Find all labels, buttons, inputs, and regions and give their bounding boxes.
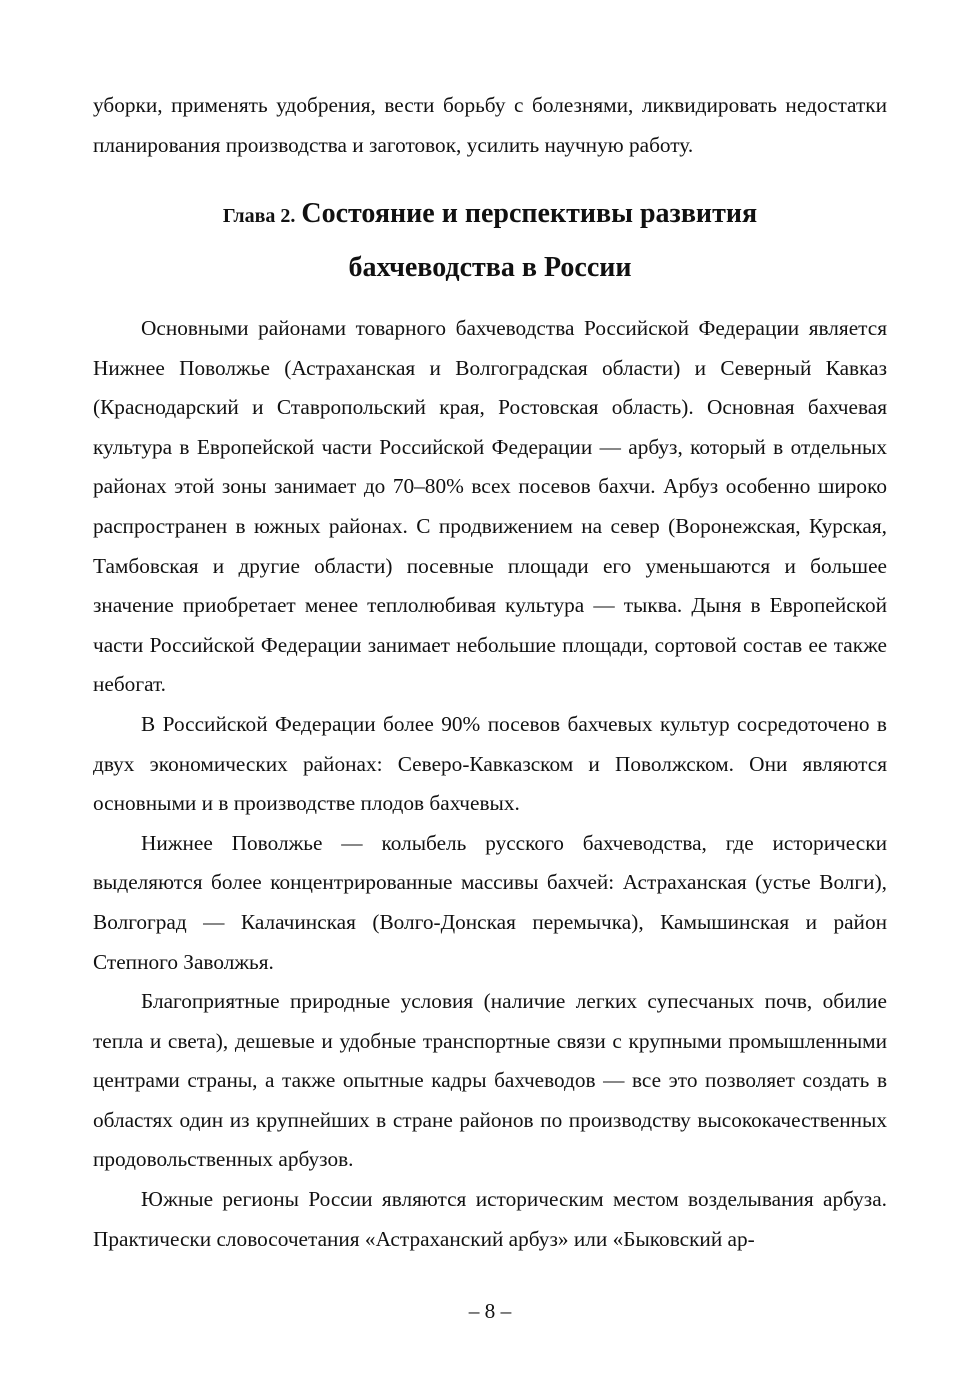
chapter-title-line-2: бахчеводства в России (348, 252, 632, 283)
continuation-paragraph: уборки, применять удобрения, вести борьбу с болезнями, ликвидировать недостатки планирования производства и заготовок, усилить научную работу. (93, 93, 887, 157)
chapter-title-line-1: Состояние и перспективы развития (301, 198, 758, 229)
chapter-body (93, 309, 887, 1259)
chapter-prefix: Глава 2. (222, 205, 296, 227)
paragraph: Благоприятные природные условия (наличие легких супесчаных почв, обилие тепла и света), дешевые и удобные транспортные связи с крупными промышленными центрами страны, а также опытные кадры бахчеводов — все это позволяет создать в областях один из крупнейших в стране районов по производству высококачественных продовольственных арбузов. (93, 989, 887, 1172)
page-number: – 8 – (468, 1299, 512, 1323)
paragraph: Нижнее Поволжье — колыбель русского бахчеводства, где исторически выделяются более концентрированные массивы бахчей: Астраханская (устье Волги), Волгоград — Калачинская (Волго-Донская перемычка), Камышинская и район Степного Заволжья. (93, 830, 887, 974)
paragraph: Основными районами товарного бахчеводства Российской Федерации является Нижнее Поволжье (Астраханская и Волгоградская области) и Северный Кавказ (Краснодарский и Ставропольский края, Ростовская область). Основная бахчевая культура в Европейской части Российской Федерации — арбуз, который в отдельных районах этой зоны занимает до 70–80% всех посевов бахчи. Арбуз особенно широко распространен в южных районах. С продвижением на север (Воронежская, Курская, Тамбовская и другие области) посевные площади его уменьшаются и большее значение приобретает менее теплолюбивая культура — тыква. Дыня в Европейской части Российской Федерации занимает небольшие площади, сортовой состав ее также небогат. (93, 316, 887, 697)
paragraph: В Российской Федерации более 90% посевов бахчевых культур сосредоточено в двух экономических районах: Северо-Кавказском и Поволжском. Они являются основными и в производстве плодов бахчевых. (93, 711, 887, 816)
paragraph: Южные регионы России являются историческим местом возделывания арбуза. Практически словосочетания «Астраханский арбуз» или «Быковский ар- (93, 1187, 887, 1251)
chapter-heading (93, 188, 887, 295)
